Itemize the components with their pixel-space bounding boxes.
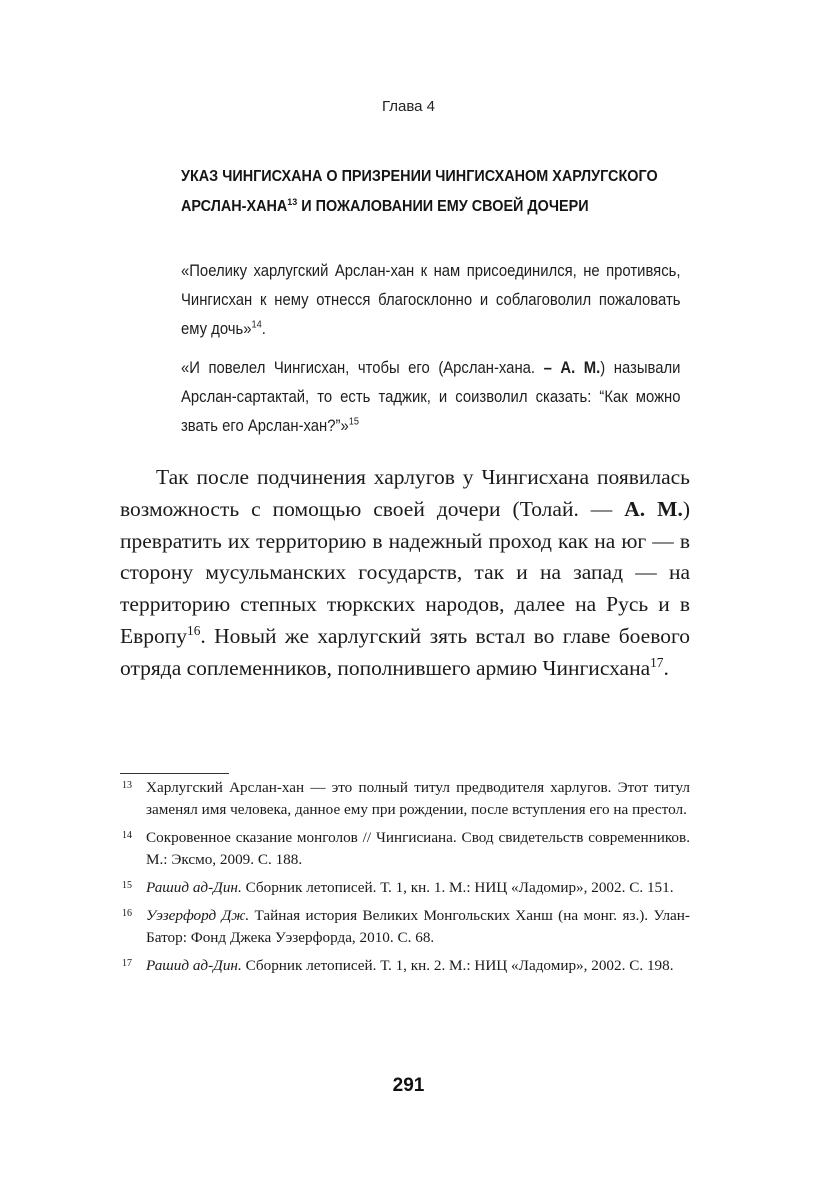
footnote-number: 14 [122, 830, 132, 841]
footnote-divider [120, 773, 229, 774]
footnote-number: 17 [122, 958, 132, 969]
running-head: Глава 4 [381, 98, 436, 115]
section-title [181, 162, 665, 222]
quote-end: . [261, 320, 266, 338]
quote-block [181, 257, 681, 344]
footnote-ref-16[interactable]: 16 [187, 622, 201, 638]
quote-text-before: «И повелел Чингисхан, чтобы его (Арслан-хана. [181, 359, 544, 377]
footnote-ref-17[interactable]: 17 [650, 654, 664, 670]
section-title-part1: УКАЗ ЧИНГИСХАНА О ПРИЗРЕНИИ ЧИНГИСХАНОМ ХАРЛУГСКОГО АРСЛАН-ХАНА [181, 168, 658, 215]
page-number: 291 [392, 1075, 425, 1096]
footnote-number: 15 [122, 880, 132, 891]
footnote-17 [120, 955, 690, 977]
footnote-ref-14[interactable]: 14 [251, 319, 262, 331]
body-text-1: Так после подчинения харлугов у Чингисхана появилась возможность с помощью своей дочери (Толай. — [120, 465, 690, 521]
footnote-text: Сборник летописей. Т. 1, кн. 1. М.: НИЦ «Ладомир», 2002. С. 151. [241, 879, 674, 896]
footnote-ref-15[interactable]: 15 [348, 416, 359, 428]
footnote-text: Сокровенное сказание монголов // Чингисиана. Свод свидетельств современников. М.: Эксмо, 2009. С. 188. [146, 829, 690, 868]
footnote-text: Тайная история Великих Монгольских Ханш (на монг. яз.). Улан-Батор: Фонд Джека Уэзерфорда, 2010. С. 68. [146, 907, 690, 946]
body-paragraph [120, 462, 690, 685]
author-initials: А. М. [624, 496, 683, 521]
quote-text-after: ) называли Арслан-сартактай, то есть таджик, и соизволил сказать: “Как можно звать его Арслан-хан?”» [181, 359, 681, 435]
footnote-ref-13[interactable]: 13 [287, 196, 298, 208]
footnotes [120, 777, 690, 983]
footnote-15 [120, 877, 690, 899]
quote-text: «Поелику харлугский Арслан-хан к нам присоединился, не противясь, Чингисхан к нему отнесся благосклонно и соблаговолил пожаловать ему дочь» [181, 262, 681, 338]
quote-block [181, 354, 681, 441]
footnote-text: Харлугский Арслан-хан — это полный титул предводителя харлугов. Этот титул заменял имя человека, данное ему при рождении, после вступления его на престол. [146, 779, 690, 818]
footnote-14 [120, 827, 690, 871]
footnote-author: Рашид ад-Дин. [146, 957, 242, 974]
footnote-number: 13 [122, 780, 132, 791]
footnote-16 [120, 905, 690, 949]
footnote-author: Рашид ад-Дин. [146, 879, 242, 896]
body-text-3: . Новый же харлугский зять встал во главе боевого отряда соплеменников, пополнившего армию Чингисхана [120, 623, 690, 680]
author-initials: – А. М. [543, 359, 601, 377]
footnote-author: Уэзерфорд Дж. [146, 907, 250, 924]
section-title-part2: И ПОЖАЛОВАНИИ ЕМУ СВОЕЙ ДОЧЕРИ [297, 198, 589, 215]
body-text-4: . [663, 655, 669, 680]
footnote-number: 16 [122, 908, 132, 919]
footnote-13 [120, 777, 690, 821]
footnote-text: Сборник летописей. Т. 1, кн. 2. М.: НИЦ «Ладомир», 2002. С. 198. [241, 957, 674, 974]
body-text-2: ) превратить их территорию в надежный проход как на юг — в сторону мусульманских государств, так и на запад — на территорию степных тюркских народов, далее на Русь и в Европу [120, 496, 690, 648]
